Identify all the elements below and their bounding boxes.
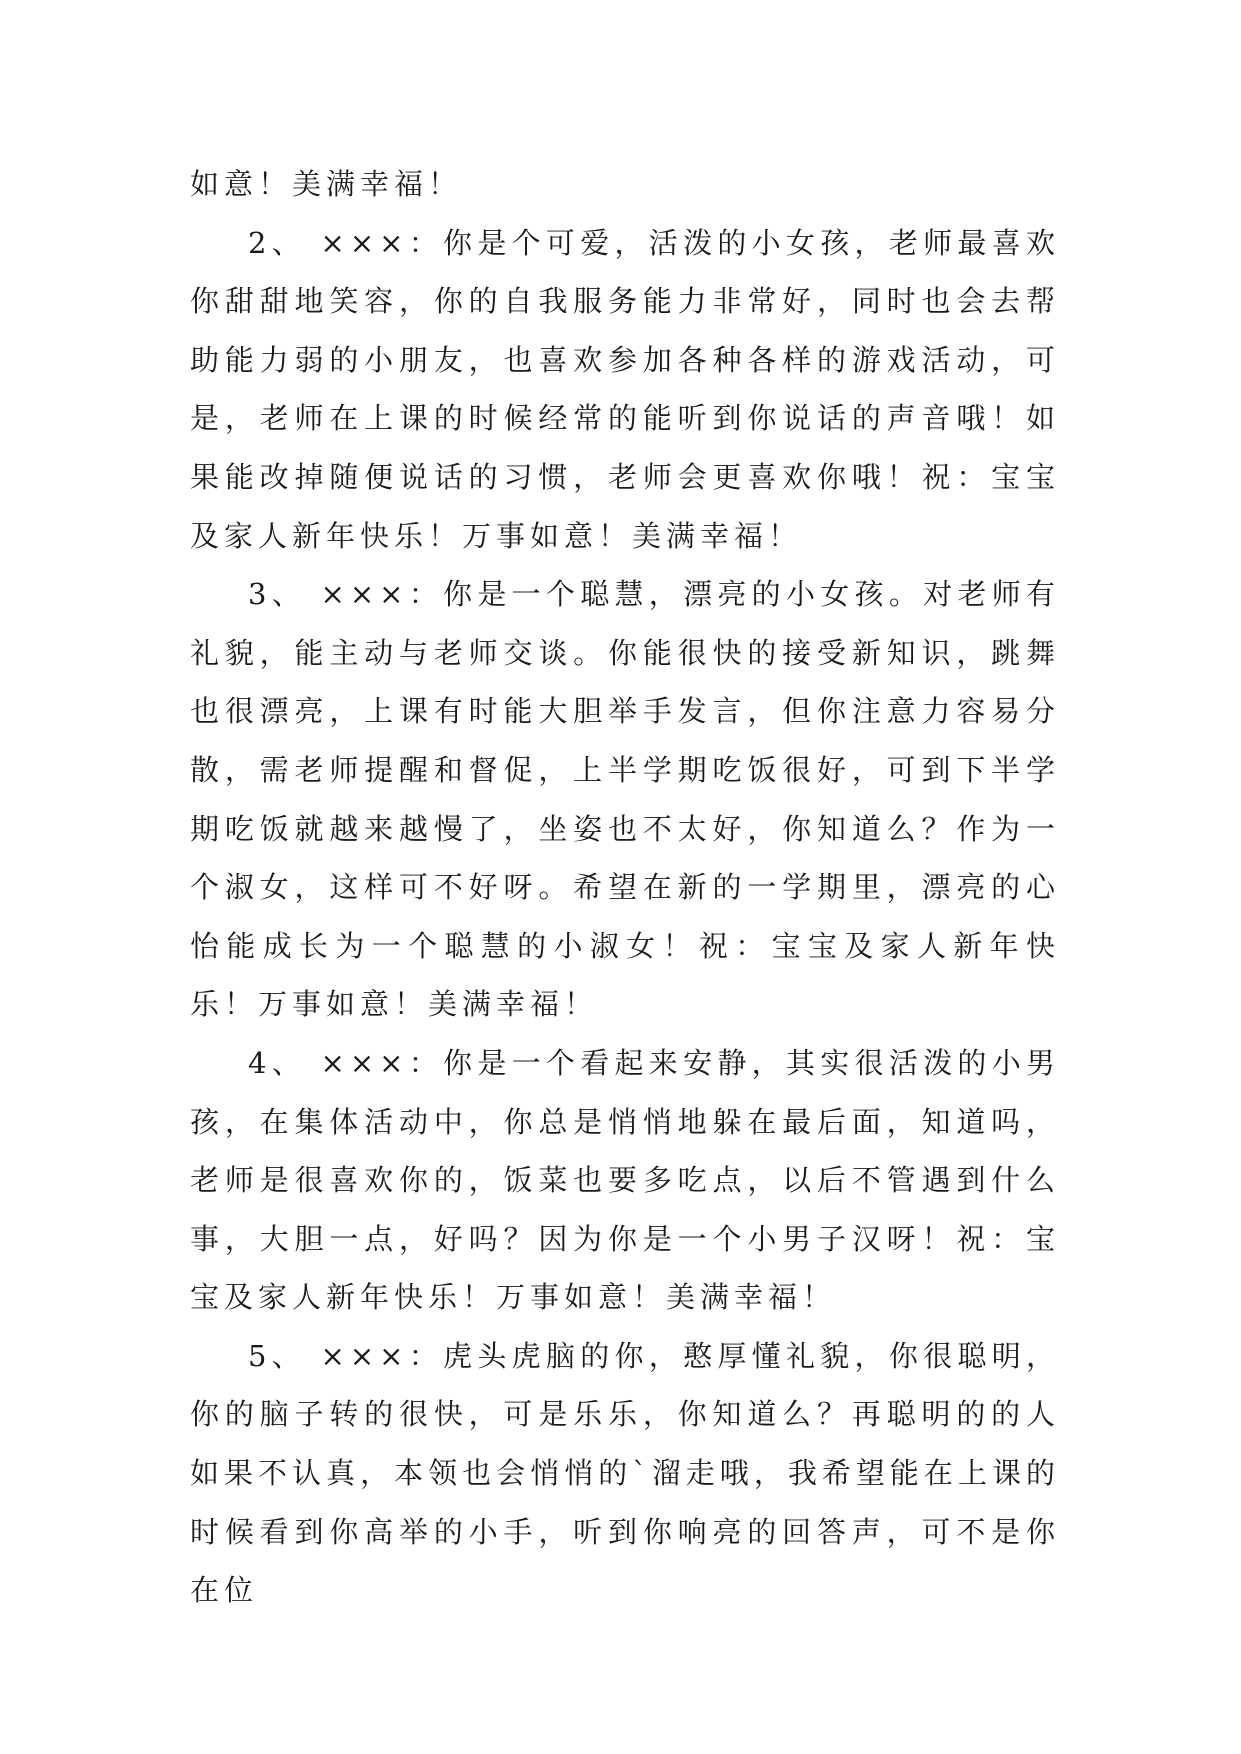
paragraph-item-4: 4、 ×××：你是一个看起来安静，其实很活泼的小男孩，在集体活动中，你总是悄悄地躲在最后面，知道吗，老师是很喜欢你的，饭菜也要多吃点，以后不管遇到什么事，大胆一点，好吗？因为你是一个小男子汉呀！祝：宝宝及家人新年快乐！万事如意！美满幸福！ <box>190 1045 1060 1315</box>
paragraph-item-3: 3、 ×××：你是一个聪慧，漂亮的小女孩。对老师有礼貌，能主动与老师交谈。你能很快的接受新知识，跳舞也很漂亮，上课有时能大胆举手发言，但你注意力容易分散，需老师提醒和督促，上半学期吃饭很好，可到下半学期吃饭就越来越慢了，坐姿也不太好，你知道么？作为一个淑女，这样可不好呀。希望在新的一学期里，漂亮的心怡能成长为一个聪慧的小淑女！祝：宝宝及家人新年快乐！万事如意！美满幸福！ <box>190 577 1060 1022</box>
paragraph-item-2: 2、 ×××：你是个可爱，活泼的小女孩，老师最喜欢你甜甜地笑容，你的自我服务能力非常好，同时也会去帮助能力弱的小朋友，也喜欢参加各种各样的游戏活动，可是，老师在上课的时候经常的能听到你说话的声音哦！如果能改掉随便说话的习惯，老师会更喜欢你哦！祝：宝宝及家人新年快乐！万事如意！美满幸福！ <box>190 225 1060 553</box>
paragraph-item-5: 5、 ×××：虎头虎脑的你，憨厚懂礼貌，你很聪明，你的脑子转的很快，可是乐乐，你知道么？再聪明的的人如果不认真，本领也会悄悄的`溜走哦，我希望能在上课的时候看到你高举的小手，听到你响亮的回答声，可不是你在位 <box>190 1338 1060 1608</box>
paragraph-continuation: 如意！美满幸福！ <box>190 167 463 201</box>
document-body <box>190 155 1060 1620</box>
